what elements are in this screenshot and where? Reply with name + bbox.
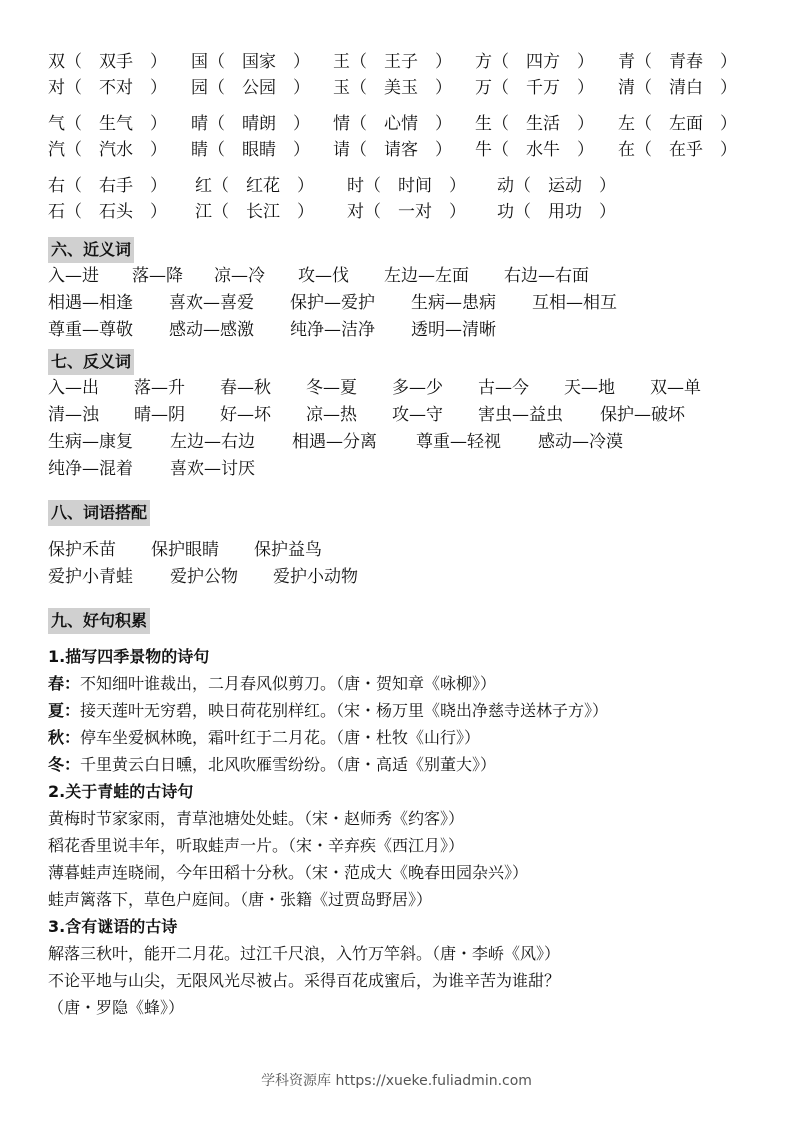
- section-heading: 八、词语搭配: [48, 500, 150, 526]
- word-pair: 好—坏: [220, 405, 271, 425]
- word-row: [48, 402, 748, 429]
- word-pair: 凉—冷: [214, 266, 265, 286]
- word-pair: 古—今: [478, 378, 529, 398]
- word-pair: 生病—康复: [48, 432, 133, 452]
- word-pair: 左边—右边: [170, 432, 255, 452]
- word-pair: 入—出: [48, 378, 99, 398]
- char-pair-group-2: [48, 111, 748, 163]
- pair-cell: 国（ 国家 ）: [191, 52, 310, 72]
- pair-cell: 双（ 双手 ）: [48, 52, 167, 72]
- antonyms-section: [48, 349, 748, 483]
- word-pair: 感动—冷漠: [538, 432, 623, 452]
- word-pair: 天—地: [564, 378, 615, 398]
- pair-cell: 情（ 心情 ）: [333, 114, 452, 134]
- pair-cell: 睛（ 眼睛 ）: [191, 140, 310, 160]
- section-heading: 六、近义词: [48, 237, 134, 263]
- collocation: 保护益鸟: [254, 540, 322, 560]
- word-pair: 晴—阴: [134, 405, 185, 425]
- poem-line: 薄暮蛙声连晓闹，今年田稻十分秋。（宋・范成大《晚春田园杂兴》）: [48, 863, 529, 882]
- poem-line: 不论平地与山尖，无限风光尽被占。采得百花成蜜后，为谁辛苦为谁甜？: [48, 971, 561, 990]
- pair-cell: 左（ 左面 ）: [618, 114, 737, 134]
- word-pair: 右边—右面: [504, 266, 589, 286]
- char-pair-row: [48, 199, 748, 225]
- pair-cell: 江（ 长江 ）: [195, 202, 314, 222]
- poem-line: 黄梅时节家家雨，青草池塘处处蛙。（宋・赵师秀《约客》）: [48, 809, 465, 828]
- section-heading: 七、反义词: [48, 349, 134, 375]
- pair-cell: 功（ 用功 ）: [497, 202, 616, 222]
- season-label: 冬：: [48, 755, 81, 774]
- poem-text: 不知细叶谁裁出，二月春风似剪刀。（唐・贺知章《咏柳》）: [80, 674, 497, 693]
- word-pair: 清—浊: [48, 405, 99, 425]
- pair-cell: 汽（ 汽水 ）: [48, 140, 167, 160]
- poem-line: 稻花香里说丰年，听取蛙声一片。（宋・辛弃疾《西江月》）: [48, 836, 465, 855]
- char-pair-group-3: [48, 173, 748, 225]
- section-heading: 九、好句积累: [48, 608, 150, 634]
- char-pair-row: [48, 111, 748, 137]
- collocation: 保护眼睛: [151, 540, 219, 560]
- word-pair: 相遇—分离: [292, 432, 377, 452]
- pair-cell: 红（ 红花 ）: [195, 176, 314, 196]
- pair-cell: 园（ 公园 ）: [191, 78, 310, 98]
- word-pair: 尊重—轻视: [416, 432, 501, 452]
- word-pair: 纯净—混着: [48, 459, 133, 479]
- word-pair: 尊重—尊敬: [48, 320, 133, 340]
- poem-text: 停车坐爱枫林晚，霜叶红于二月花。（唐・杜牧《山行》）: [80, 728, 481, 747]
- word-pair: 攻—守: [392, 405, 443, 425]
- word-pair: 凉—热: [306, 405, 357, 425]
- word-row: [48, 317, 748, 344]
- word-row: [48, 456, 748, 483]
- word-pair: 生病—患病: [411, 293, 496, 313]
- word-pair: 喜欢—喜爱: [169, 293, 254, 313]
- pair-cell: 请（ 请客 ）: [333, 140, 452, 160]
- word-pair: 攻—伐: [298, 266, 349, 286]
- pair-cell: 时（ 时间 ）: [347, 176, 466, 196]
- word-pair: 多—少: [392, 378, 443, 398]
- word-row: [48, 429, 748, 456]
- word-row: [48, 537, 748, 564]
- poem-line: 解落三秋叶，能开二月花。过江千尺浪，入竹万竿斜。（唐・李峤《风》）: [48, 944, 561, 963]
- pair-cell: 对（ 不对 ）: [48, 78, 167, 98]
- collocations-section: [48, 500, 748, 591]
- document-page: [48, 0, 748, 1021]
- pair-cell: 玉（ 美玉 ）: [333, 78, 452, 98]
- word-pair: 春—秋: [220, 378, 271, 398]
- collocation: 保护禾苗: [48, 540, 116, 560]
- char-pair-row: [48, 137, 748, 163]
- char-pair-row: [48, 49, 748, 75]
- word-pair: 双—单: [650, 378, 701, 398]
- pair-cell: 清（ 清白 ）: [618, 78, 737, 98]
- word-pair: 互相—相互: [532, 293, 617, 313]
- pair-cell: 动（ 运动 ）: [497, 176, 616, 196]
- word-pair: 左边—左面: [384, 266, 469, 286]
- word-pair: 相遇—相逢: [48, 293, 133, 313]
- poem-line: [48, 724, 748, 751]
- pair-cell: 在（ 在乎 ）: [618, 140, 737, 160]
- poem-text: 接天莲叶无穷碧，映日荷花别样红。（宋・杨万里《晓出净慈寺送林子方》）: [80, 701, 609, 720]
- pair-cell: 生（ 生活 ）: [475, 114, 594, 134]
- pair-cell: 牛（ 水牛 ）: [475, 140, 594, 160]
- word-row: [48, 564, 748, 591]
- pair-cell: 晴（ 晴朗 ）: [191, 114, 310, 134]
- season-label: 春：: [48, 674, 81, 693]
- poem-text: 千里黄云白日曛，北风吹雁雪纷纷。（唐・高适《别董大》）: [80, 755, 497, 774]
- pair-cell: 王（ 王子 ）: [333, 52, 452, 72]
- collocation: 爱护小动物: [273, 567, 358, 587]
- char-pair-row: [48, 173, 748, 199]
- poem-line: [48, 751, 748, 778]
- pair-cell: 右（ 右手 ）: [48, 176, 167, 196]
- poem-line: （唐・罗隐《蜂》）: [48, 998, 185, 1017]
- word-pair: 冬—夏: [306, 378, 357, 398]
- subheading: 1.描写四季景物的诗句: [48, 647, 210, 666]
- subheading: 3.含有谜语的古诗: [48, 917, 178, 936]
- word-pair: 落—升: [134, 378, 185, 398]
- word-pair: 入—进: [48, 266, 99, 286]
- word-pair: 纯净—洁净: [290, 320, 375, 340]
- word-pair: 害虫—益虫: [478, 405, 563, 425]
- pair-cell: 对（ 一对 ）: [347, 202, 466, 222]
- poem-line: [48, 670, 748, 697]
- word-row: [48, 375, 748, 402]
- word-pair: 喜欢—讨厌: [170, 459, 255, 479]
- pair-cell: 青（ 青春 ）: [618, 52, 737, 72]
- pair-cell: 方（ 四方 ）: [475, 52, 594, 72]
- word-pair: 透明—清晰: [411, 320, 496, 340]
- word-pair: 保护—破坏: [600, 405, 685, 425]
- pair-cell: 石（ 石头 ）: [48, 202, 167, 222]
- poem-line: 蛙声篱落下，草色户庭间。（唐・张籍《过贾岛野居》）: [48, 890, 433, 909]
- word-pair: 落—降: [132, 266, 183, 286]
- synonyms-section: [48, 237, 748, 344]
- season-label: 秋：: [48, 728, 81, 747]
- poem-line: [48, 697, 748, 724]
- subheading: 2.关于青蛙的古诗句: [48, 782, 194, 801]
- word-row: [48, 263, 748, 290]
- char-pair-group-1: [48, 49, 748, 101]
- pair-cell: 气（ 生气 ）: [48, 114, 167, 134]
- char-pair-row: [48, 75, 748, 101]
- word-pair: 保护—爱护: [290, 293, 375, 313]
- sentences-section: [48, 608, 748, 1021]
- season-label: 夏：: [48, 701, 81, 720]
- pair-cell: 万（ 千万 ）: [475, 78, 594, 98]
- collocation: 爱护小青蛙: [48, 567, 133, 587]
- word-row: [48, 290, 748, 317]
- word-pair: 感动—感激: [169, 320, 254, 340]
- page-footer: 学科资源库 https://xueke.fuliadmin.com: [261, 1073, 532, 1089]
- collocation: 爱护公物: [170, 567, 238, 587]
